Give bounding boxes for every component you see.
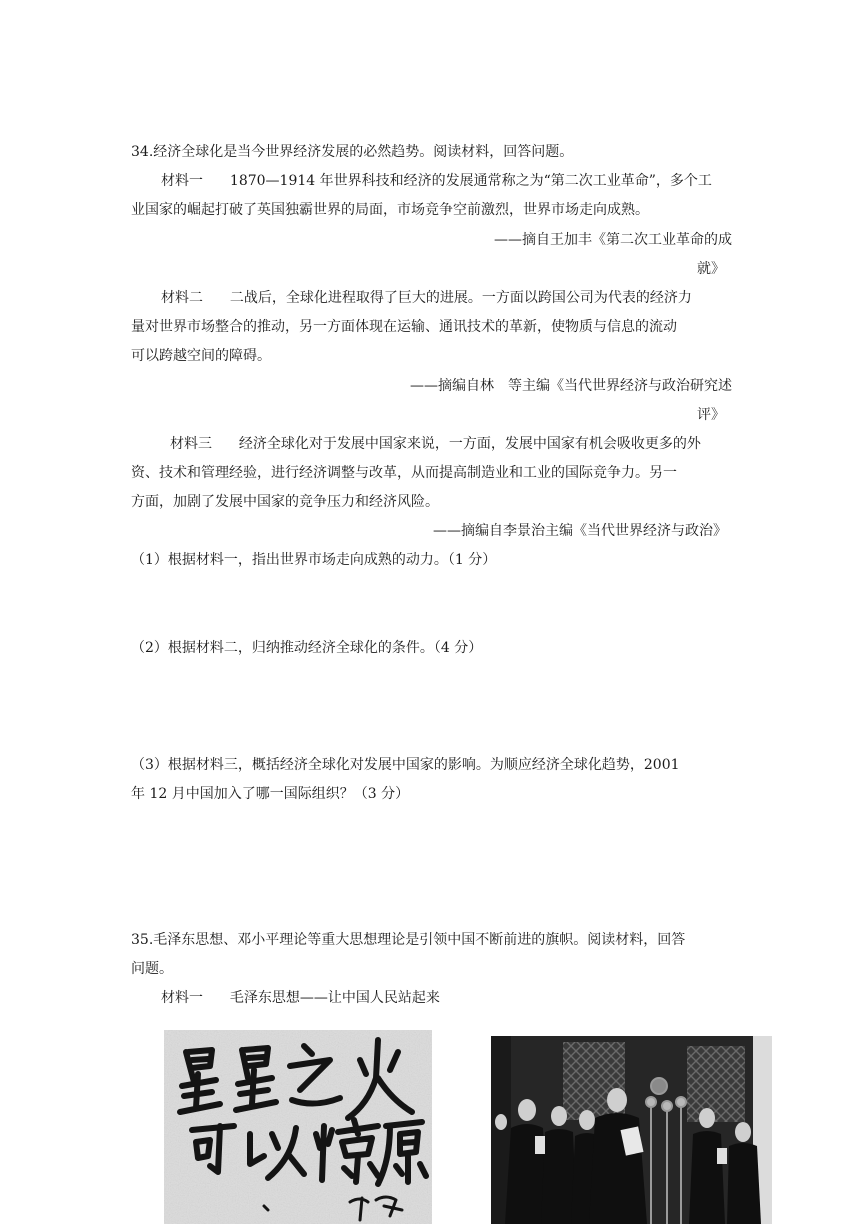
founding-ceremony-photo bbox=[491, 1036, 772, 1224]
q34-material1-source-cont: 就》 bbox=[697, 261, 725, 277]
q34-material1-line1 bbox=[161, 171, 712, 191]
q34-material2-line1 bbox=[161, 288, 692, 308]
photo-scene bbox=[491, 1036, 772, 1224]
q34-material2-label: 材料二 bbox=[161, 290, 203, 306]
q34-material1-text1: 1870—1914 年世界科技和经济的发展通常称之为“第二次工业革命”，多个工 bbox=[229, 173, 712, 189]
q34-material2-source: ——摘编自林 等主编《当代世界经济与政治研究述 bbox=[410, 378, 732, 394]
q35-material1-label: 材料一 bbox=[161, 990, 203, 1006]
q34-material1-line2: 业国家的崛起打破了英国独霸世界的局面，市场竞争空前激烈，世界市场走向成熟。 bbox=[131, 202, 649, 218]
calligraphy-image bbox=[164, 1030, 432, 1224]
q34-material2-line3: 可以跨越空间的障碍。 bbox=[131, 348, 271, 364]
q34-material3-label: 材料三 bbox=[170, 436, 212, 452]
q35-stem-line2: 问题。 bbox=[131, 961, 173, 977]
q34-sub2: （2）根据材料二，归纳推动经济全球化的条件。（4 分） bbox=[131, 640, 483, 656]
q34-material2-source-cont: 评》 bbox=[697, 407, 725, 423]
q34-stem: 34.经济全球化是当今世界经济发展的必然趋势。阅读材料，回答问题。 bbox=[131, 144, 574, 160]
q34-material2-text1: 二战后，全球化进程取得了巨大的进展。一方面以跨国公司为代表的经济力 bbox=[229, 290, 692, 306]
q35-material1-line bbox=[161, 988, 440, 1008]
q34-material3-line1 bbox=[170, 434, 701, 454]
q34-material1-source: ——摘自王加丰《第二次工业革命的成 bbox=[494, 232, 732, 248]
q35-material1-title: 毛泽东思想——让中国人民站起来 bbox=[229, 990, 440, 1006]
q34-material3-source: ——摘编自李景治主编《当代世界经济与政治》 bbox=[433, 523, 727, 539]
q34-material2-line2: 量对世界市场整合的推动，另一方面体现在运输、通讯技术的革新，使物质与信息的流动 bbox=[131, 319, 677, 335]
q34-sub3-line2: 年 12 月中国加入了哪一国际组织？（3 分） bbox=[131, 786, 410, 802]
q34-material3-text1: 经济全球化对于发展中国家来说，一方面，发展中国家有机会吸收更多的外 bbox=[238, 436, 701, 452]
q35-stem-line1: 35.毛泽东思想、邓小平理论等重大思想理论是引领中国不断前进的旗帜。阅读材料，回答 bbox=[131, 932, 686, 948]
calligraphy-strokes bbox=[164, 1030, 432, 1224]
q34-sub3-line1: （3）根据材料三，概括经济全球化对发展中国家的影响。为顺应经济全球化趋势，2001 bbox=[131, 757, 680, 773]
q34-material3-line3: 方面，加剧了发展中国家的竞争压力和经济风险。 bbox=[131, 494, 439, 510]
q34-material1-label: 材料一 bbox=[161, 173, 203, 189]
q34-sub1: （1）根据材料一，指出世界市场走向成熟的动力。（1 分） bbox=[131, 552, 497, 568]
q34-material3-line2: 资、技术和管理经验，进行经济调整与改革，从而提高制造业和工业的国际竞争力。另一 bbox=[131, 465, 677, 481]
